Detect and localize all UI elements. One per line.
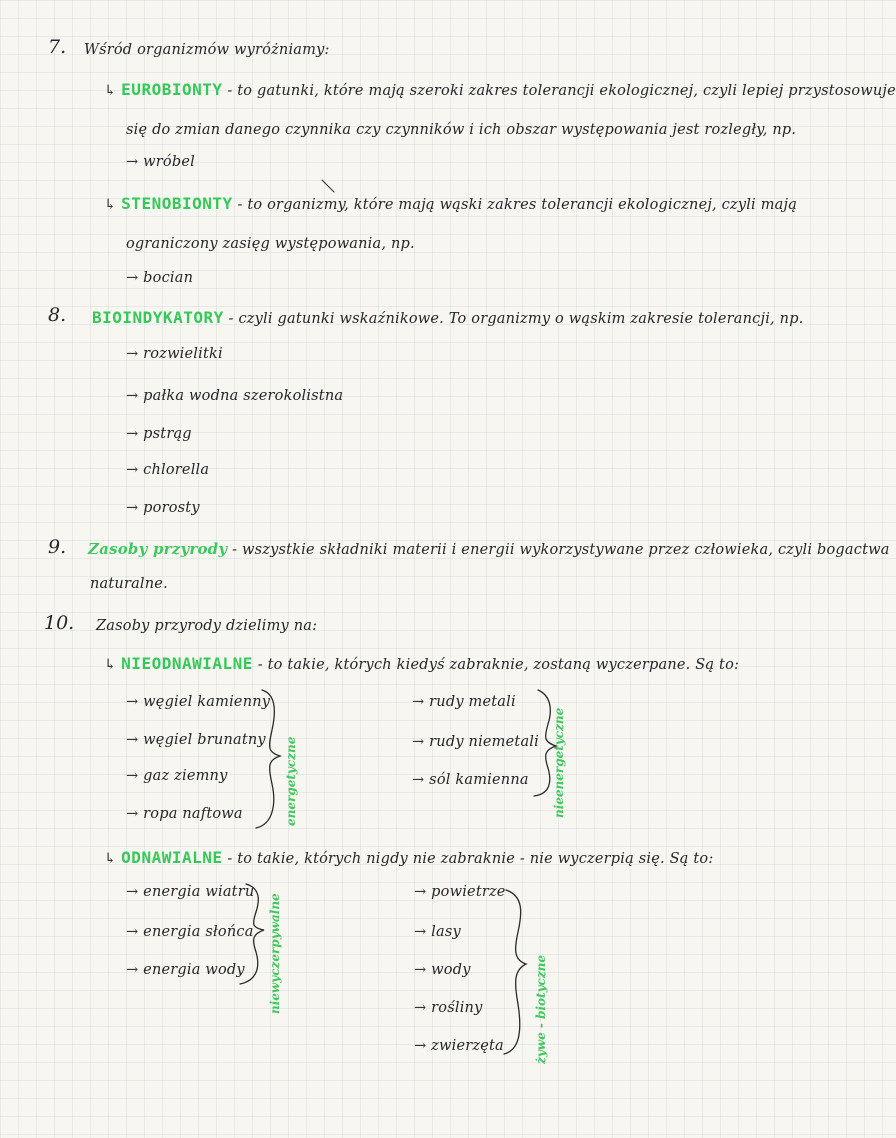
- bioindykatory-term: BIOINDYKATORY: [92, 308, 224, 327]
- item-arrow-icon: →: [412, 734, 425, 750]
- item-arrow-icon: →: [412, 694, 425, 710]
- list-item-text: energia wiatru: [143, 884, 255, 900]
- list-item-text: rudy metali: [429, 694, 516, 710]
- list-item-text: gaz ziemny: [143, 768, 228, 784]
- section-7-number: 7.: [48, 36, 67, 58]
- item-arrow-icon: →: [126, 426, 139, 442]
- sub-arrow-icon: ↳: [104, 851, 117, 867]
- item-arrow-icon: →: [126, 884, 139, 900]
- item-arrow-icon: →: [126, 346, 139, 362]
- item-arrow-icon: →: [126, 924, 139, 940]
- example-text: bocian: [143, 270, 194, 286]
- odnawialne-definition: - to takie, których nigdy nie zabraknie - nie wyczerpią się. Są to:: [227, 851, 714, 867]
- eurobionty-definition: - to gatunki, które mają szeroki zakres tolerancji ekologicznej, czyli lepiej przystosowuje: [227, 83, 896, 99]
- section-8-number: 8.: [48, 304, 67, 326]
- list-item-text: rudy niemetali: [429, 734, 539, 750]
- item-arrow-icon: →: [126, 732, 139, 748]
- list-item-text: rozwielitki: [143, 346, 223, 362]
- list-item-text: energia wody: [143, 962, 245, 978]
- item-arrow-icon: →: [414, 1000, 427, 1016]
- zasoby-definition: - wszystkie składniki materii i energii wykorzystywane przez człowieka, czyli bogactwa: [232, 542, 890, 558]
- list-item-text: chlorella: [143, 462, 210, 478]
- section-10-number: 10.: [44, 612, 75, 634]
- energetyczne-label: energetyczne: [284, 736, 298, 826]
- sub-arrow-icon: ↳: [104, 657, 117, 673]
- list-item-text: powietrze: [431, 884, 506, 900]
- list-item-text: wody: [431, 962, 471, 978]
- nieenergetyczne-label: nieenergetyczne: [552, 707, 566, 818]
- stenobionty-term: STENOBIONTY: [121, 194, 233, 213]
- stenobionty-definition-cont: ograniczony zasięg występowania, np.: [126, 236, 415, 252]
- brace-energetyczne: [256, 690, 280, 828]
- section-9-number: 9.: [48, 536, 67, 558]
- zasoby-definition-cont: naturalne.: [90, 576, 168, 592]
- eurobionty-term: EUROBIONTY: [121, 80, 223, 99]
- sub-arrow-icon: ↳: [104, 83, 117, 99]
- example-text: wróbel: [143, 154, 195, 170]
- item-arrow-icon: →: [414, 924, 427, 940]
- item-arrow-icon: →: [412, 772, 425, 788]
- item-arrow-icon: →: [414, 1038, 427, 1054]
- item-arrow-icon: →: [126, 500, 139, 516]
- brace-nieenergetyczne: [534, 690, 556, 796]
- list-item-text: zwierzęta: [431, 1038, 504, 1054]
- bioindykatory-definition: - czyli gatunki wskaźnikowe. To organizmy o wąskim zakresie tolerancji, np.: [228, 311, 804, 327]
- zywe-biotyczne-label: żywe - biotyczne: [534, 954, 548, 1064]
- sub-arrow-icon: ↳: [104, 197, 117, 213]
- item-arrow-icon: →: [126, 388, 139, 404]
- item-arrow-icon: →: [414, 884, 427, 900]
- item-arrow-icon: →: [126, 962, 139, 978]
- list-item-text: sól kamienna: [429, 772, 529, 788]
- item-arrow-icon: →: [126, 462, 139, 478]
- section-7-intro: Wśród organizmów wyróżniamy:: [84, 42, 330, 58]
- list-item-text: porosty: [143, 500, 200, 516]
- item-arrow-icon: →: [126, 806, 139, 822]
- list-item-text: lasy: [431, 924, 461, 940]
- zasoby-term: Zasoby przyrody: [88, 540, 228, 558]
- nieodnawialne-definition: - to takie, których kiedyś zabraknie, zostaną wyczerpane. Są to:: [257, 657, 740, 673]
- item-arrow-icon: →: [126, 270, 139, 286]
- item-arrow-icon: →: [414, 962, 427, 978]
- list-item-text: energia słońca: [143, 924, 254, 940]
- list-item-text: pałka wodna szerokolistna: [143, 388, 344, 404]
- niewyczerpywalne-label: niewyczerpywalne: [268, 893, 282, 1014]
- list-item-text: węgiel kamienny: [143, 694, 271, 710]
- nieodnawialne-term: NIEODNAWIALNE: [121, 654, 253, 673]
- item-arrow-icon: →: [126, 768, 139, 784]
- item-arrow-icon: →: [126, 694, 139, 710]
- brace-zywe: [504, 890, 526, 1054]
- list-item-text: rośliny: [431, 1000, 483, 1016]
- brace-niewyczerpywalne: [240, 884, 264, 984]
- odnawialne-term: ODNAWIALNE: [121, 848, 223, 867]
- list-item-text: pstrąg: [143, 426, 192, 442]
- section-10-intro: Zasoby przyrody dzielimy na:: [96, 618, 318, 634]
- stenobionty-definition: - to organizmy, które mają wąski zakres tolerancji ekologicznej, czyli mają: [237, 197, 798, 213]
- eurobionty-definition-cont: się do zmian danego czynnika czy czynników i ich obszar występowania jest rozległy, np.: [126, 122, 797, 138]
- list-item-text: ropa naftowa: [143, 806, 243, 822]
- pencil-stroke-mark: [322, 180, 334, 192]
- list-item-text: węgiel brunatny: [143, 732, 266, 748]
- item-arrow-icon: →: [126, 154, 139, 170]
